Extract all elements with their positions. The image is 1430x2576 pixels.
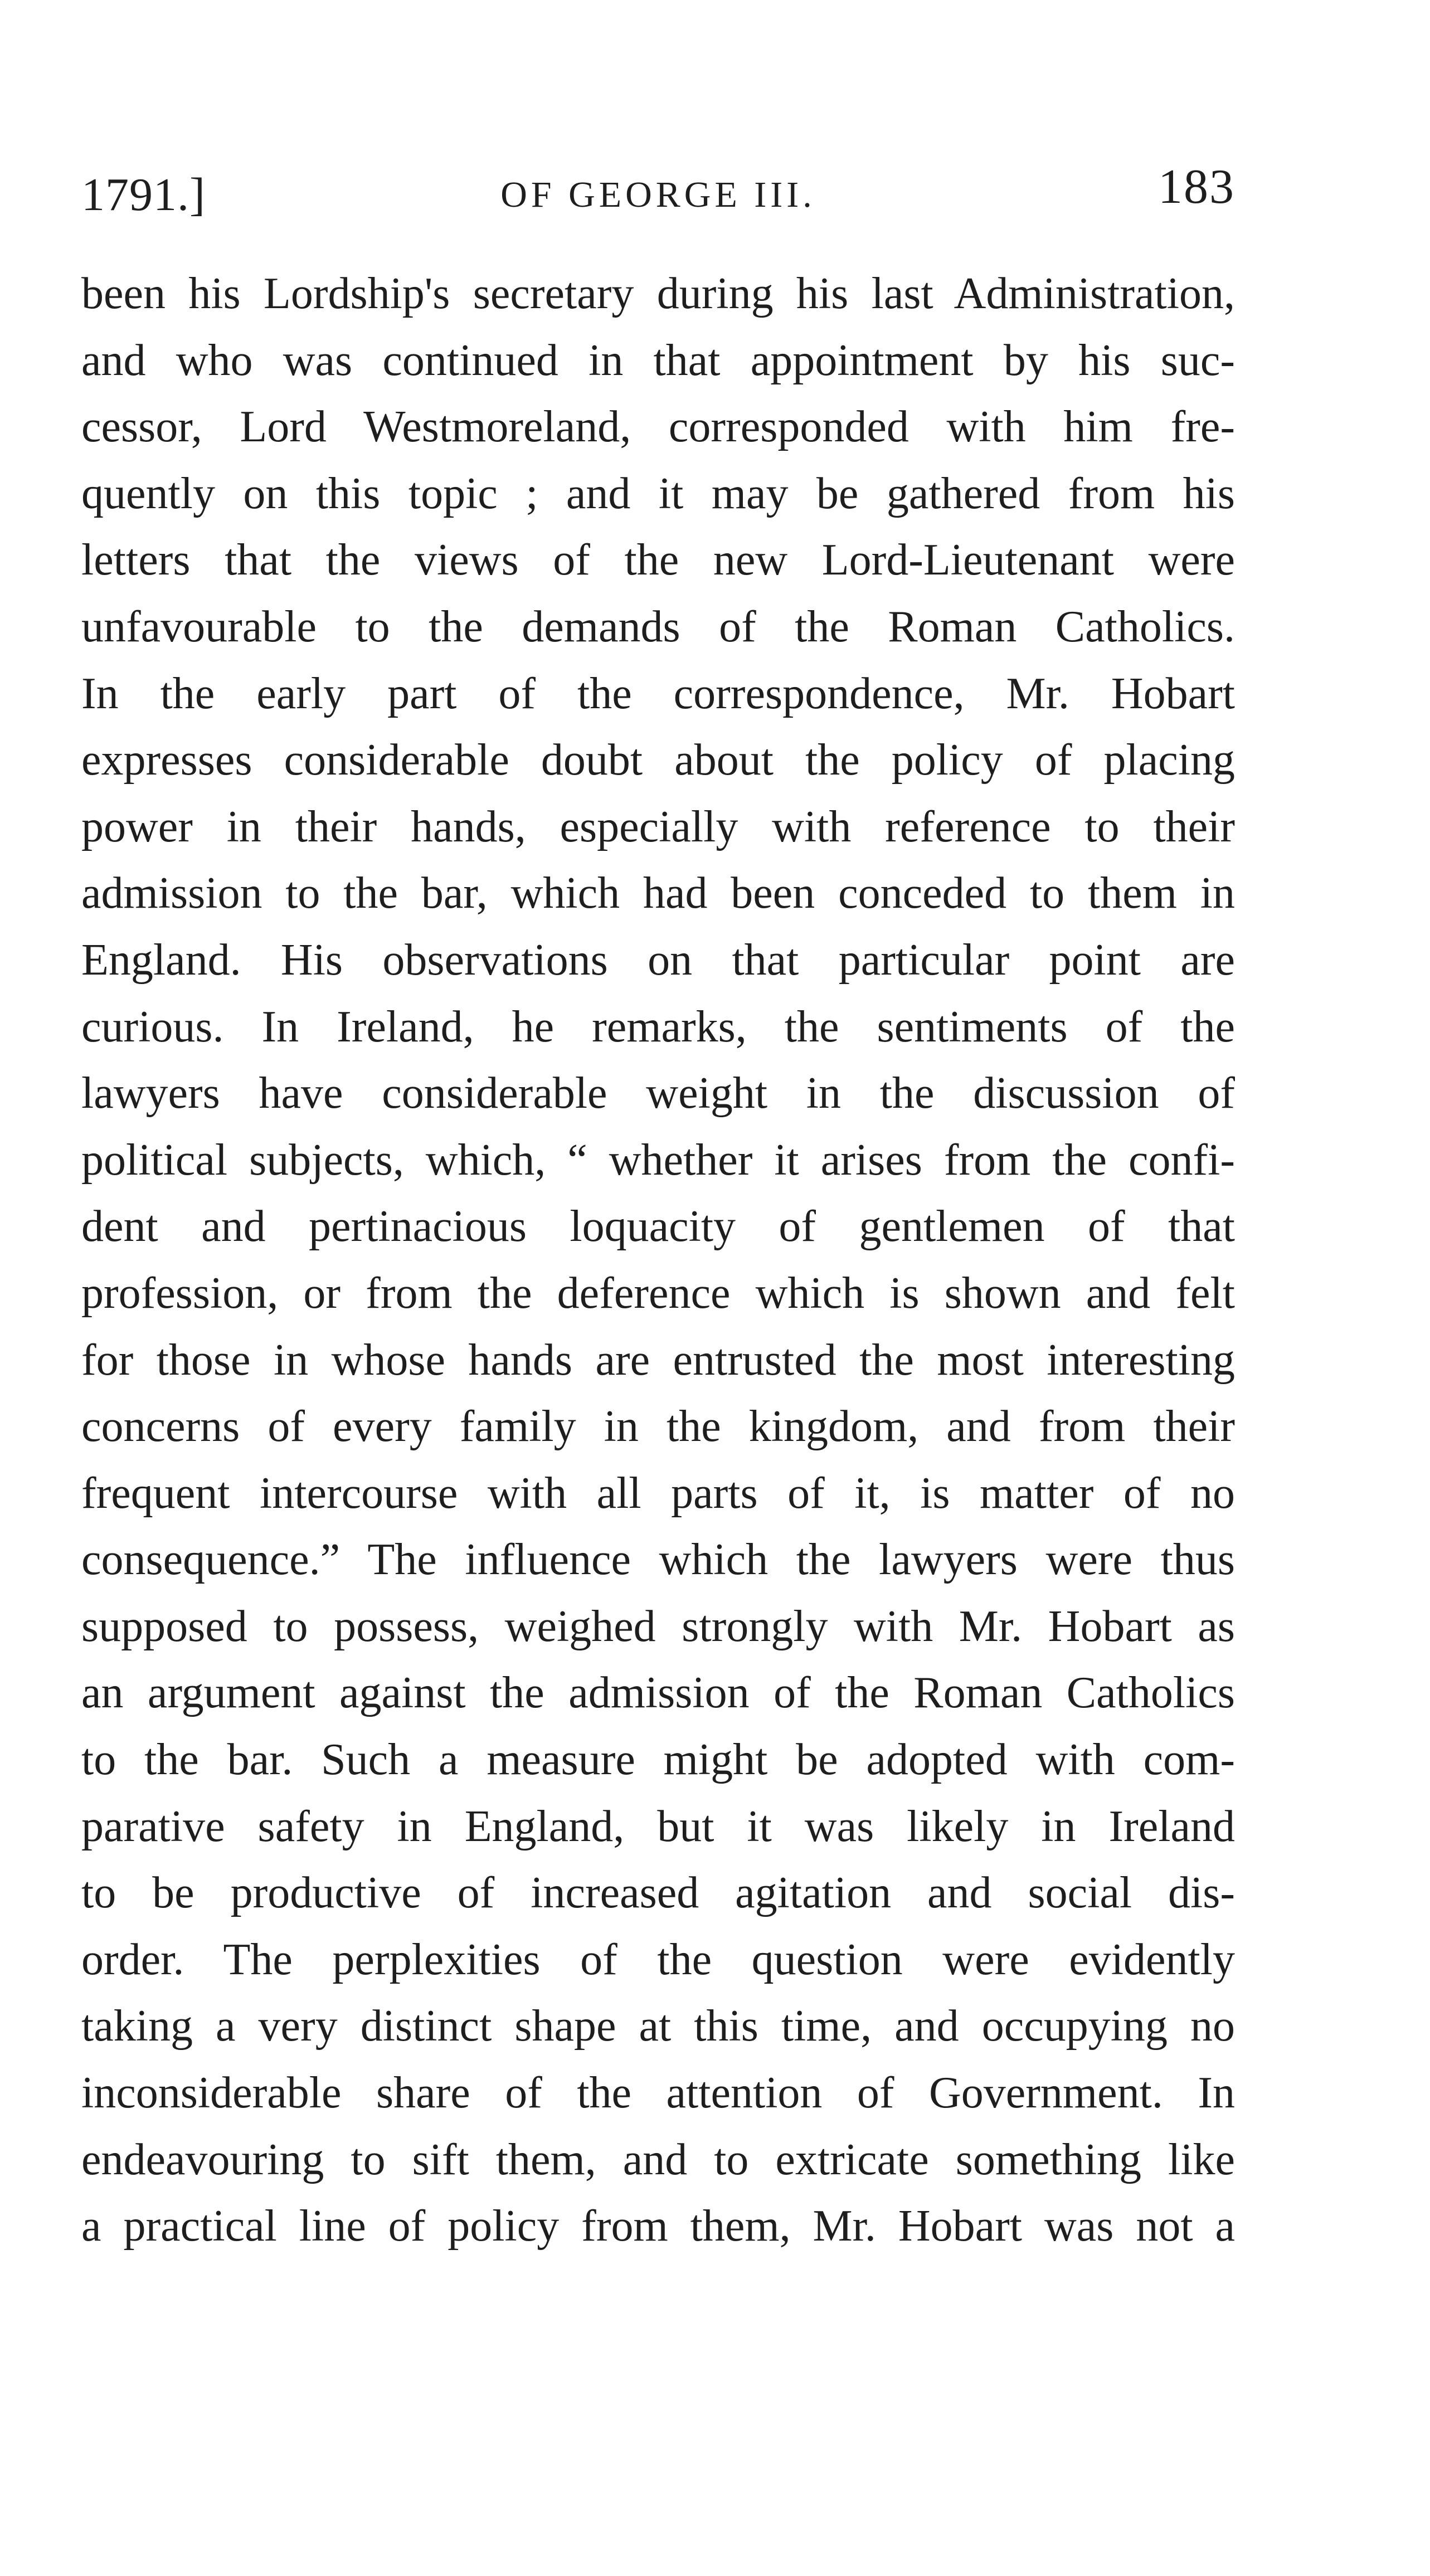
text-line: unfavourable to the demands of the Roman Catholics. [81,602,1235,651]
text-line: and who was continued in that appointment by his suc- [81,335,1235,385]
body-text [81,261,1235,2260]
text-line: to the bar. Such a measure might be adopted with com- [81,1735,1235,1785]
text-line: concerns of every family in the kingdom, and from their [81,1402,1235,1452]
text-line: lawyers have considerable weight in the discussion of [81,1069,1235,1118]
text-line: frequent intercourse with all parts of it, is matter of no [81,1468,1235,1518]
header-year: 1791.] [81,169,206,221]
text-line: curious. In Ireland, he remarks, the sentiments of the [81,1002,1235,1051]
text-line: quently on this topic ; and it may be gathered from his [81,469,1235,518]
text-line: been his Lordship's secretary during his last Administration, [81,269,1235,318]
text-line: profession, or from the deference which is shown and felt [81,1268,1235,1318]
text-line: a practical line of policy from them, Mr. Hobart was not a [81,2202,1235,2251]
text-line: England. His observations on that particular point are [81,935,1235,985]
text-line: admission to the bar, which had been conceded to them in [81,869,1235,918]
text-line: endeavouring to sift them, and to extricate something like [81,2135,1235,2184]
text-line: order. The perplexities of the question were evidently [81,1935,1235,1984]
page-number: 183 [1158,160,1235,214]
text-line: supposed to possess, weighed strongly with Mr. Hobart as [81,1601,1235,1651]
text-line: for those in whose hands are entrusted the most interesting [81,1335,1235,1385]
text-line: dent and pertinacious loquacity of gentlemen of that [81,1202,1235,1252]
text-line: to be productive of increased agitation and social dis- [81,1868,1235,1918]
text-line: power in their hands, especially with reference to their [81,802,1235,851]
text-line: letters that the views of the new Lord-Lieutenant were [81,535,1235,585]
text-line: expresses considerable doubt about the policy of placing [81,736,1235,785]
text-line: an argument against the admission of the Roman Catholics [81,1668,1235,1718]
text-line: inconsiderable share of the attention of Government. In [81,2068,1235,2118]
text-line: consequence.” The influence which the lawyers were thus [81,1535,1235,1585]
text-line: cessor, Lord Westmoreland, corresponded with him fre- [81,402,1235,452]
text-line: political subjects, which, “ whether it arises from the confi- [81,1135,1235,1185]
running-header [81,162,1235,234]
text-line: In the early part of the correspondence, Mr. Hobart [81,669,1235,718]
text-line: taking a very distinct shape at this time, and occupying no [81,2002,1235,2051]
header-running-title: OF GEORGE III. [500,174,816,215]
text-line: parative safety in England, but it was likely in Ireland [81,1801,1235,1851]
